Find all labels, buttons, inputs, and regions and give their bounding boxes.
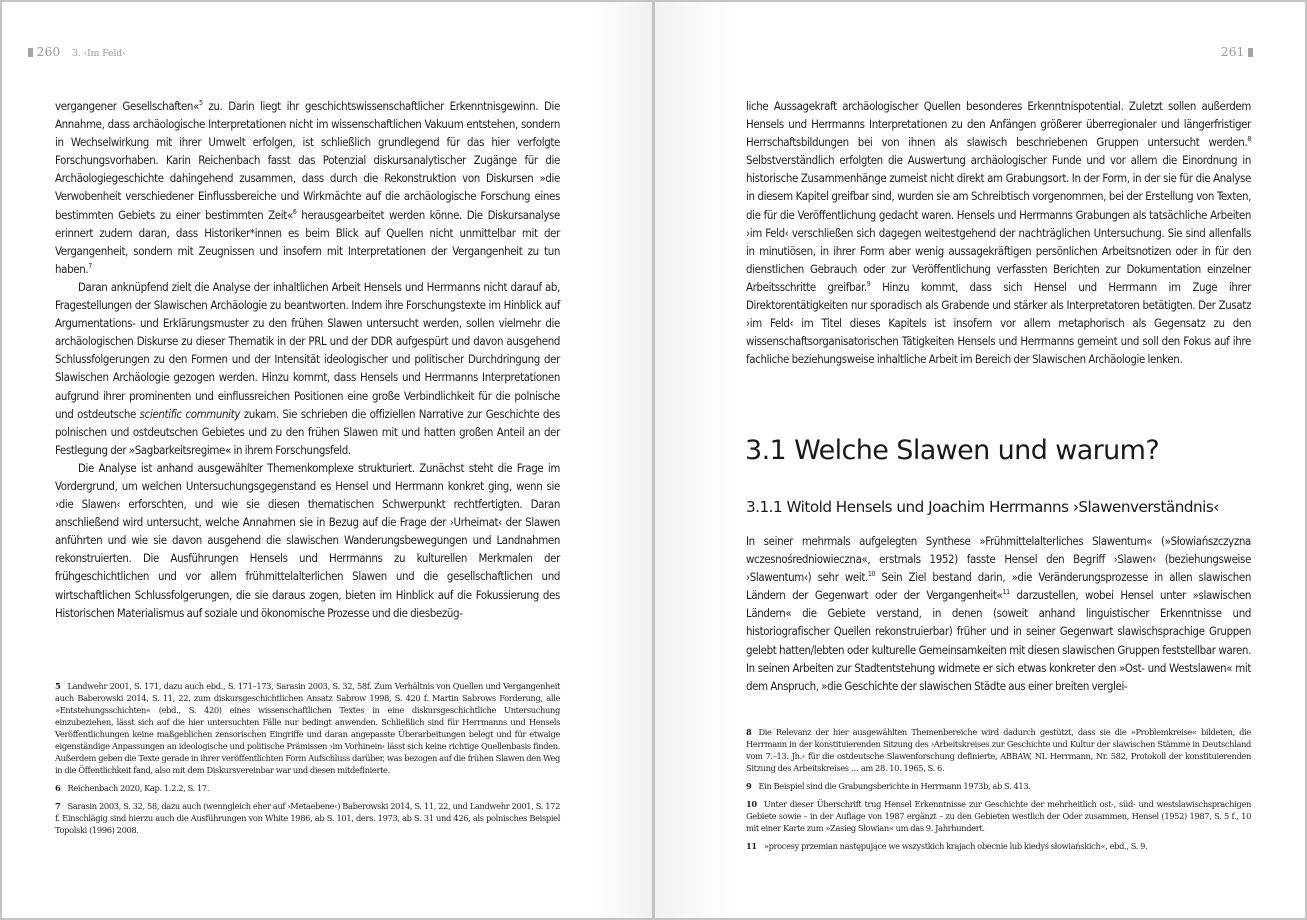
footnote-number: 6 xyxy=(55,783,61,793)
body-text-right-bottom xyxy=(746,532,1251,695)
footnote-ref[interactable]: 9 xyxy=(866,279,871,288)
footnote-number: 8 xyxy=(746,727,752,737)
footnote: 11 »procesy przemian następujące we wszystkich krajach obecnie lub kiedyś słowiańskich«, ebd., S. 9. xyxy=(746,841,1148,851)
footnote-number: 9 xyxy=(746,781,752,791)
subsection-heading: 3.1.1 Witold Hensels und Joachim Herrmanns ›Slawenverständnis‹ xyxy=(746,498,1219,516)
footnote-ref[interactable]: 6 xyxy=(292,207,297,216)
right-page xyxy=(655,2,1305,918)
paragraph: vergangener Gesellschaften«$^5$ zu. Darin liegt ihr geschichtswissenschaftlicher Erkenntnisgewinn. Die Annahme, dass archäologische Interpretationen nicht im wissenschaftlichen Vakuum entstehen, sondern in Wechselwirkung mit ihrer Umwelt erfolgen, ist schließlich grundlegend für das hier verfolgte Forschungsvorhaben. Karin Reichenbach fasst das Potenzial diskursanalytischer Zugänge für die Archäologiegeschichte dahingehend zusammen, dass durch die Rekonstruktion von Diskursen »die Verwobenheit verschiedener Einflussbereiche und Wirkmächte auf die archäologische Forschung eines bestimmten Gebiets zu einer bestimmten Zeit«$^6$ herausgearbeitet werden könne. Die Diskursanalyse erinnert zudem daran, dass Historiker*innen es beim Blick auf Quellen nicht unmittelbar mit der Vergangenheit, sondern mit Zeugnissen und insofern mit Interpretationen der Vergangenheit zu tun haben.$^7$ xyxy=(55,99,560,276)
chapter-heading: 3.1 Welche Slawen und warum? xyxy=(745,435,1160,466)
footnote: 8 Die Relevanz der hier ausgewählten Themenbereiche wird dadurch gestützt, dass sie die »Problemkreise« bildeten, die Herrmann in der konstituierenden Sitzung des ›Arbeitskreises zur Geschichte und Kultur der slawischen Stämme in Deutschland vom 7.–13. Jh.‹ für die ostdeutsche Slawenforschung definierte, ABBAW, NL Herrmann, Nr. 582, Protokoll der konstituierenden Sitzung des Arbeitskreises … am 28. 10. 1965, S. 6. xyxy=(746,727,1251,773)
running-head-right xyxy=(1221,44,1253,59)
footnote-number: 11 xyxy=(746,841,757,851)
footnote: 10 Unter dieser Überschrift trug Hensel Erkenntnisse zur Geschichte der mehrheitlich ost-, süd- und westslawischsprachigen Gebiete sowie – in der Auflage von 1987 ergänzt – zu den Gebieten westlich der Oder zusammen, Hensel (1952) 1987, S. 5 f., 10 mit einer Karte zum »Zasieg Słowian« um das 9. Jahrhundert. xyxy=(746,799,1251,833)
footnote-number: 7 xyxy=(55,801,61,811)
footnote: 5 Landwehr 2001, S. 171, dazu auch ebd., S. 171–173, Sarasin 2003, S. 32, 58f. Zum Verhältnis von Quellen und Vergangenheit auch Baberowski 2014, S. 11, 22, zum diskursgeschichtlichen Ansatz Sabrow 1998, S. 420 f. Martin Sabrows Forderung, alle »Entstehungsschichten« (ebd., S. 420) eines wissenschaftlichen Textes in eine diskursgeschichtliche Untersuchung einzubeziehen, lässt sich auf die hier untersuchten Fälle nur bedingt anwenden. Schließlich sind für Herrmanns und Hensels Veröffentlichungen keine maßgeblichen zensorischen Eingriffe und daran angepasste Überarbeitungen belegt und für etwaige eigenständige Anpassungen an ideologische und politische Prämissen ›im Vorhinein‹ lässt sich keine richtige Quellenbasis finden. Außerdem geben die Texte gerade in ihrer veröffentlichten Form Aufschluss darüber, was bezogen auf die frühen Slawen den Weg in die Öffentlichkeit fand, also mit dem Diskursvereinbar war und diesen mitdefinierte. xyxy=(55,681,560,775)
page-marker-icon xyxy=(1248,48,1253,57)
paragraph: Die Analyse ist anhand ausgewählter Themenkomplexe strukturiert. Zunächst steht die Frage im Vordergrund, um welchen Untersuchungsgegenstand es Hensel und Herrmann konkret ging, wenn sie ›die Slawen‹ erforschten, und wie sie diesen thematischen Schwerpunkt rechtfertigten. Daran anschließend wird untersucht, welche Annahmen sie in Bezug auf die Frage der ›Urheimat‹ der Slawen anführten und wie sie davon ausgehend die slawischen Wanderungsbewegungen und Landnahmen rekonstruierten. Die Ausführungen Hensels und Herrmanns zu kulturellen Merkmalen der frühgeschichtlichen und vor allem frühmittelalterlichen Slawen und die gesellschaftlichen und wirtschaftlichen Schlussfolgerungen, die sie daraus zogen, bieten im Hinblick auf die Fokussierung des Historischen Materialismus auf soziale und ökonomische Prozesse und die diesbezüg- xyxy=(55,460,560,620)
running-section-title: 3. ›Im Feld‹ xyxy=(71,48,126,59)
footnote: 9 Ein Beispiel sind die Grabungsberichte in Herrmann 1973b, ab S. 413. xyxy=(746,781,1031,791)
footnote-ref[interactable]: 5 xyxy=(199,99,203,107)
paragraph: Daran anknüpfend zielt die Analyse der inhaltlichen Arbeit Hensels und Herrmanns nicht darauf ab, Fragestellungen der Slawischen Archäologie zu beantworten. Indem ihre Forschungstexte im Hinblick auf Argumentations- und Erklärungsmuster zu den frühen Slawen untersucht werden, sollen vielmehr die archäologischen Diskurse zu dieser Thematik in der PRL und der DDR aufgespürt und davon ausgehend Schlussfolgerungen zu den Formen und der Intensität ideologischer und politischer Durchdringung der Slawischen Archäologie gezogen werden. Hinzu kommt, dass Hensels und Herrmanns Interpretationen aufgrund ihrer prominenten und einflussreichen Positionen eine große Verbindlichkeit für die polnische und ostdeutsche scientific community zukam. Sie schrieben die offiziellen Narrative zur Geschichte des polnischen und ostdeutschen Gebietes und zu den frühen Slawen mit und hatten großen Anteil an der Festlegung der »Sagbarkeitsregime« in ihrem Forschungsfeld. xyxy=(55,279,560,457)
paragraph: In seiner mehrmals aufgelegten Synthese »Frühmittelalterliches Slawentum« (»Słowiańszczyzna wczesnośredniowieczna«, erstmals 1952) fasste Hensel den Begriff ›Slawen‹ (beziehungsweise ›Slawentum‹) sehr weit.$^{10}$ Sein Ziel bestand darin, »die Veränderungsprozesse in allen slawischen Ländern der Gegenwart oder der Vergangenheit«$^{11}$ darzustellen, wobei Hensel unter »slawischen Ländern« die Gebiete verstand, in denen (soweit anhand linguistischer Erkenntnisse und historiografischer Quellen rekonstruierbar) früher und in seiner Gegenwart slawischsprachige Gruppen gelebt hatten/lebten oder kulturelle Gemeinsamkeiten mit diesen slawischen Gruppen feststellbar waren. In seinen Arbeiten zur Stadtentstehung widmete er sich etwas konkreter den »Ost- und Westslawen« mit dem Anspruch, »die Geschichte der slawischen Städte aus einer breiten verglei- xyxy=(746,534,1251,693)
left-page xyxy=(2,2,652,918)
footnote-number: 5 xyxy=(55,681,61,691)
footnotes-left xyxy=(55,680,560,842)
footnote-ref[interactable]: 7 xyxy=(88,261,92,270)
running-head-left xyxy=(28,44,126,59)
page-number-right: 261 xyxy=(1220,44,1245,59)
body-text-right-top xyxy=(746,97,1251,368)
footnote-ref[interactable]: 8 xyxy=(1247,135,1251,144)
footnote-ref[interactable]: 10 xyxy=(867,570,876,579)
footnote-ref[interactable]: 11 xyxy=(1002,588,1010,597)
footnote: 7 Sarasin 2003, S. 32, 58, dazu auch (wenngleich eher auf ›Metaebene‹) Baberowski 2014, S. 11, 22, und Landwehr 2001, S. 172 f. Einschlägig sind hierzu auch die Ausführungen von White 1986, ab S. 101, ders. 1973, ab S. 31 und 426, als polnisches Beispiel Topolski (1996) 2008. xyxy=(55,801,560,835)
footnote-number: 10 xyxy=(746,799,757,809)
paragraph: liche Aussagekraft archäologischer Quellen besonderes Erkenntnispotential. Zuletzt sollen außerdem Hensels und Herrmanns Interpretationen zu den Anfängen größerer überregionaler und längerfristiger Herrschaftsbildungen bei von ihnen als slawisch beschriebenen Gruppen untersucht werden.$^8$ Selbstverständlich erfolgten die Auswertung archäologischer Funde und vor allem die Einordnung in historische Zusammenhänge zumeist nicht direkt am Grabungsort. In der Form, in der sie für die Analyse in diesem Kapitel greifbar sind, wurden sie am Schreibtisch vorgenommen, bei der Erstellung von Texten, die für die Veröffentlichung gedacht waren. Hensels und Herrmanns Grabungen als tatsächliche Arbeiten ›im Feld‹ verschließen sich dagegen weitestgehend der nachträglichen Untersuchung. Sie sind allenfalls in minutiösen, in ihrer Form aber wenig aussagekräftigen persönlichen Arbeitsnotizen oder in für den dienstlichen Gebrauch oder zur Veröffentlichung verfassten Berichten zur Dokumentation einzelner Arbeitsschritte greifbar.$^9$ Hinzu kommt, dass sich Hensel und Herrmann im Zuge ihrer Direktorentätigkeiten nur sporadisch als Grabende und stärker als Interpretatoren betätigten. Der Zusatz ›im Feld‹ im Titel dieses Kapitels ist insofern vor allem metaphorisch als Gegensatz zu den wissenschaftsorganisatorischen Tätigkeiten Hensels und Herrmanns gemeint und soll den Fokus auf ihre fachliche beziehungsweise inhaltliche Arbeit im Bereich der Slawischen Archäologie lenken. xyxy=(746,99,1251,367)
footnote: 6 Reichenbach 2020, Kap. 1.2.2, S. 17. xyxy=(55,783,210,793)
body-text-left xyxy=(55,97,560,622)
page-marker-icon xyxy=(28,48,33,57)
footnotes-right xyxy=(746,726,1251,858)
italic-term: scientific community xyxy=(139,406,241,421)
page-number-left: 260 xyxy=(36,44,61,59)
